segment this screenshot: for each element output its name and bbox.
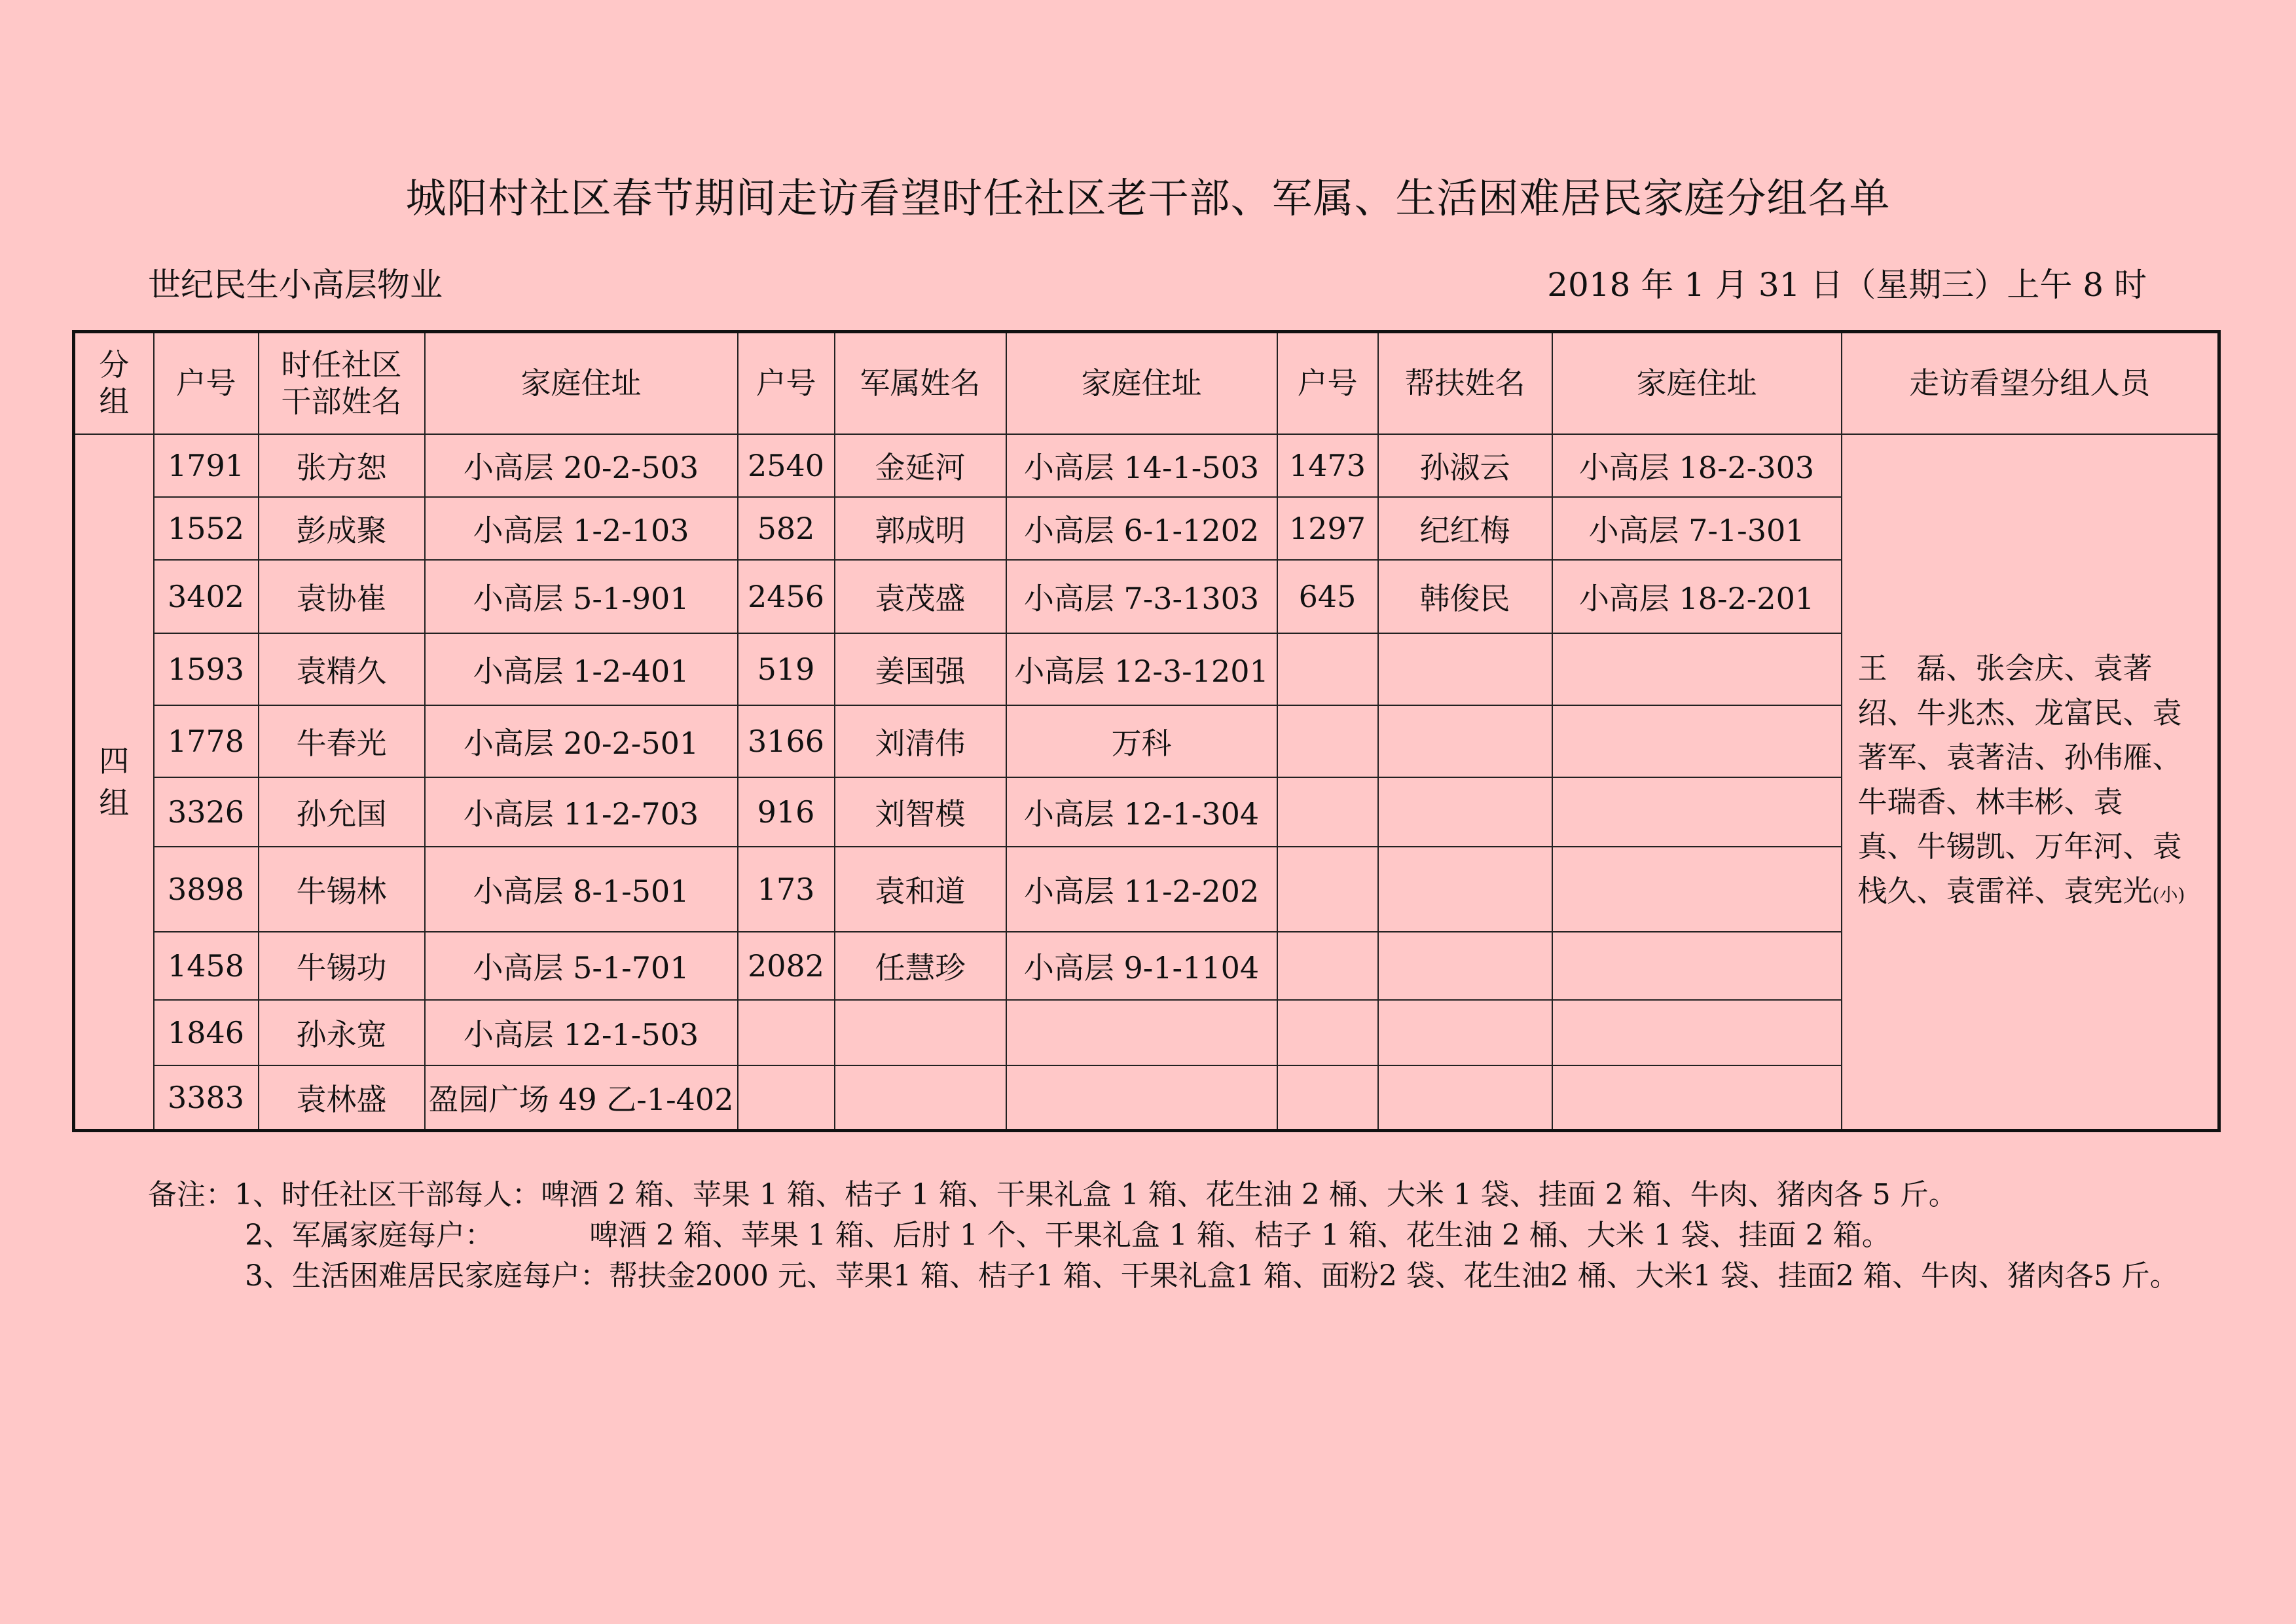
visitors-list: 王 磊、张会庆、袁著绍、牛兆杰、龙富民、袁著军、袁著洁、孙伟雁、牛瑞香、林丰彬、袁 真、牛锡凯、万年河、袁栈久、袁雷祥、袁宪光 (1857, 650, 2182, 908)
header-household-no: 户号 (738, 332, 835, 434)
household-no-cell: 519 (738, 633, 835, 705)
address-cell: 小高层 5-1-901 (425, 560, 738, 633)
aid-name-cell: 孙淑云 (1378, 434, 1552, 497)
household-no-cell (1277, 1065, 1378, 1131)
military-name-cell: 姜国强 (835, 633, 1006, 705)
address-cell: 小高层 7-1-301 (1552, 497, 1842, 560)
visit-datetime: 2018 年 1 月 31 日（星期三）上午 8 时 (1547, 266, 2147, 304)
household-no-cell (1277, 847, 1378, 932)
household-no-cell: 2456 (738, 560, 835, 633)
aid-name-cell (1378, 1000, 1552, 1065)
note-item (148, 1175, 2179, 1215)
aid-name-cell (1378, 777, 1552, 847)
note-body: 啤酒 2 箱、苹果 1 箱、后肘 1 个、干果礼盒 1 箱、桔子 1 箱、花生油 2 桶、大米 1 袋、挂面 2 箱。 (589, 1219, 1891, 1252)
note-item (148, 1256, 2179, 1297)
household-no-cell: 3898 (154, 847, 259, 932)
table-header-row (74, 332, 2219, 434)
cadre-name-cell: 牛锡功 (259, 932, 425, 1000)
header-household-no: 户号 (1277, 332, 1378, 434)
military-name-cell: 刘智模 (835, 777, 1006, 847)
address-cell (1552, 847, 1842, 932)
header-aid-name: 帮扶姓名 (1378, 332, 1552, 434)
aid-name-cell: 纪红梅 (1378, 497, 1552, 560)
header-cadre-name: 时任社区干部姓名 (259, 332, 425, 434)
household-no-cell: 2540 (738, 434, 835, 497)
household-no-cell: 1593 (154, 633, 259, 705)
roster-table (72, 330, 2221, 1132)
address-cell (1552, 633, 1842, 705)
address-cell: 小高层 20-2-503 (425, 434, 738, 497)
group-label: 四组 (74, 434, 154, 1131)
address-cell: 小高层 1-2-401 (425, 633, 738, 705)
address-cell: 小高层 9-1-1104 (1006, 932, 1277, 1000)
header-military-name: 军属姓名 (835, 332, 1006, 434)
address-cell: 小高层 12-1-503 (425, 1000, 738, 1065)
note-body: 啤酒 2 箱、苹果 1 箱、桔子 1 箱、干果礼盒 1 箱、花生油 2 桶、大米 1 袋、挂面 2 箱、牛肉、猪肉各 5 斤。 (541, 1178, 1958, 1211)
address-cell (1552, 777, 1842, 847)
military-name-cell: 任慧珍 (835, 932, 1006, 1000)
household-no-cell: 1791 (154, 434, 259, 497)
address-cell: 盈园广场 49 乙-1-402 (425, 1065, 738, 1131)
address-cell (1552, 1000, 1842, 1065)
address-cell: 小高层 8-1-501 (425, 847, 738, 932)
address-cell: 小高层 11-2-202 (1006, 847, 1277, 932)
table-row (74, 434, 2219, 497)
household-no-cell: 1778 (154, 705, 259, 777)
address-cell: 小高层 20-2-501 (425, 705, 738, 777)
address-cell: 小高层 5-1-701 (425, 932, 738, 1000)
header-address: 家庭住址 (425, 332, 738, 434)
address-cell: 万科 (1006, 705, 1277, 777)
cadre-name-cell: 张方恕 (259, 434, 425, 497)
household-no-cell (1277, 932, 1378, 1000)
cadre-name-cell: 袁协崔 (259, 560, 425, 633)
military-name-cell: 金延河 (835, 434, 1006, 497)
address-cell (1552, 705, 1842, 777)
note-head: 2、军属家庭每户： (245, 1219, 494, 1252)
cadre-name-cell: 彭成聚 (259, 497, 425, 560)
household-no-cell: 582 (738, 497, 835, 560)
property-name: 世纪民生小高层物业 (148, 266, 443, 304)
header-address: 家庭住址 (1006, 332, 1277, 434)
notes-section (148, 1175, 2179, 1297)
header-household-no: 户号 (154, 332, 259, 434)
household-no-cell: 916 (738, 777, 835, 847)
household-no-cell: 1458 (154, 932, 259, 1000)
military-name-cell (835, 1000, 1006, 1065)
military-name-cell: 刘清伟 (835, 705, 1006, 777)
address-cell: 小高层 12-1-304 (1006, 777, 1277, 847)
household-no-cell: 3383 (154, 1065, 259, 1131)
military-name-cell: 郭成明 (835, 497, 1006, 560)
visitors-suffix: (小) (2152, 883, 2185, 906)
cadre-name-cell: 袁林盛 (259, 1065, 425, 1131)
note-body: 帮扶金2000 元、苹果1 箱、桔子1 箱、干果礼盒1 箱、面粉2 袋、花生油2 桶、大米1 袋、挂面2 箱、牛肉、猪肉各5 斤。 (609, 1259, 2179, 1293)
address-cell: 小高层 12-3-1201 (1006, 633, 1277, 705)
household-no-cell: 1473 (1277, 434, 1378, 497)
notes-label: 备注： (148, 1178, 234, 1211)
household-no-cell (738, 1000, 835, 1065)
household-no-cell (1277, 633, 1378, 705)
household-no-cell: 645 (1277, 560, 1378, 633)
household-no-cell: 1552 (154, 497, 259, 560)
household-no-cell: 3166 (738, 705, 835, 777)
household-no-cell: 1846 (154, 1000, 259, 1065)
aid-name-cell (1378, 633, 1552, 705)
address-cell (1552, 1065, 1842, 1131)
military-name-cell: 袁和道 (835, 847, 1006, 932)
aid-name-cell: 韩俊民 (1378, 560, 1552, 633)
address-cell: 小高层 18-2-303 (1552, 434, 1842, 497)
cadre-name-cell: 牛春光 (259, 705, 425, 777)
household-no-cell: 173 (738, 847, 835, 932)
household-no-cell (738, 1065, 835, 1131)
household-no-cell: 1297 (1277, 497, 1378, 560)
aid-name-cell (1378, 1065, 1552, 1131)
aid-name-cell (1378, 847, 1552, 932)
household-no-cell: 3326 (154, 777, 259, 847)
address-cell: 小高层 18-2-201 (1552, 560, 1842, 633)
address-cell (1006, 1065, 1277, 1131)
address-cell (1006, 1000, 1277, 1065)
household-no-cell: 2082 (738, 932, 835, 1000)
visitors-cell (1842, 434, 2219, 1131)
military-name-cell (835, 1065, 1006, 1131)
address-cell: 小高层 6-1-1202 (1006, 497, 1277, 560)
household-no-cell (1277, 777, 1378, 847)
header-address: 家庭住址 (1552, 332, 1842, 434)
household-no-cell: 3402 (154, 560, 259, 633)
address-cell (1552, 932, 1842, 1000)
header-visitors: 走访看望分组人员 (1842, 332, 2219, 434)
note-head: 3、生活困难居民家庭每户： (245, 1259, 609, 1293)
address-cell: 小高层 14-1-503 (1006, 434, 1277, 497)
note-head: 1、时任社区干部每人： (234, 1178, 541, 1211)
cadre-name-cell: 袁精久 (259, 633, 425, 705)
address-cell: 小高层 1-2-103 (425, 497, 738, 560)
page-title: 城阳村社区春节期间走访看望时任社区老干部、军属、生活困难居民家庭分组名单 (405, 174, 1891, 222)
note-item (148, 1215, 2179, 1256)
address-cell: 小高层 7-3-1303 (1006, 560, 1277, 633)
household-no-cell (1277, 705, 1378, 777)
aid-name-cell (1378, 932, 1552, 1000)
cadre-name-cell: 孙允国 (259, 777, 425, 847)
aid-name-cell (1378, 705, 1552, 777)
header-group: 分组 (74, 332, 154, 434)
cadre-name-cell: 牛锡林 (259, 847, 425, 932)
cadre-name-cell: 孙永宽 (259, 1000, 425, 1065)
household-no-cell (1277, 1000, 1378, 1065)
military-name-cell: 袁茂盛 (835, 560, 1006, 633)
address-cell: 小高层 11-2-703 (425, 777, 738, 847)
